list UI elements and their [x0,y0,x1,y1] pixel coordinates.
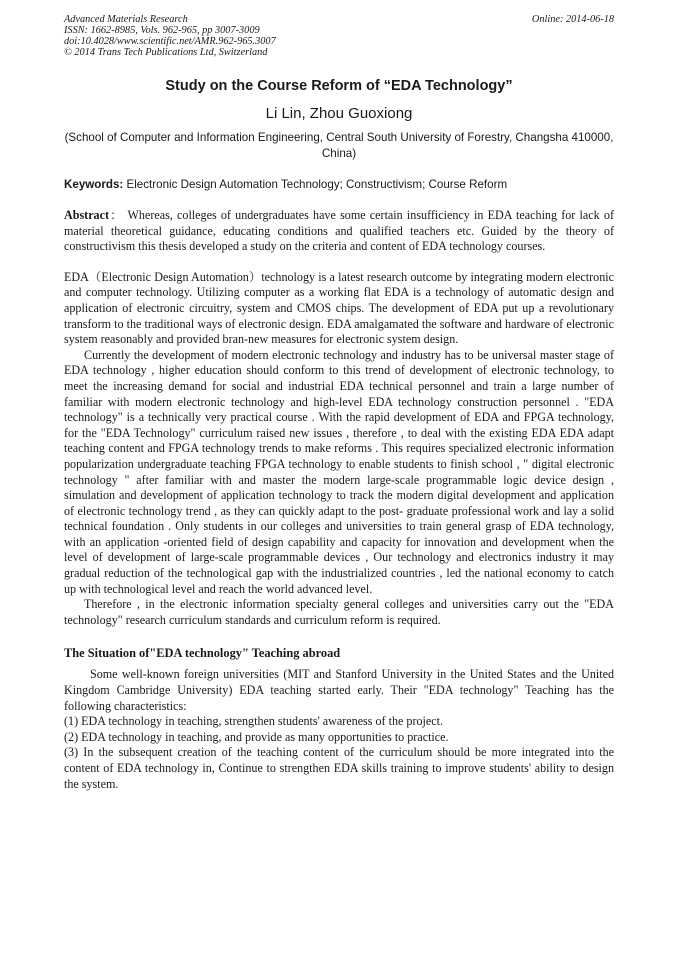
abstract-label: Abstract [64,208,110,222]
body-paragraph-3: Therefore , in the electronic information specialty general colleges and universities carry out the "EDA technology" research curriculum standards and curriculum reform is required. [64,597,614,627]
journal-copyright: © 2014 Trans Tech Publications Ltd, Switzerland [64,47,268,58]
keywords-line [64,177,614,193]
paper-title: Study on the Course Reform of “EDA Technology” [165,78,513,94]
list-item: (2) EDA technology in teaching, and provide as many opportunities to practice. [64,729,449,744]
journal-name: Advanced Materials Research [64,14,188,25]
journal-doi: doi:10.4028/www.scientific.net/AMR.962-965.3007 [64,36,276,47]
online-date: Online: 2014-06-18 [531,14,614,25]
keywords-text: Electronic Design Automation Technology; Constructivism; Course Reform [123,178,508,191]
author-affiliation: (School of Computer and Information Engineering, Central South University of Forestry, Changsha 410000, China) [64,131,614,160]
keywords-label: Keywords: [64,178,124,191]
paper-authors: Li Lin, Zhou Guoxiong [265,105,413,122]
journal-issn: ISSN: 1662-8985, Vols. 962-965, pp 3007-3009 [64,25,260,36]
abstract-paragraph [64,208,614,255]
abstract-text: Whereas, colleges of undergraduates have some certain insufficiency in EDA teaching for lack of material theoretical guidance, educating conditions and qualified teachers etc. Guided by the theory of constructivism this thesis developed a study on the criteria and content of EDA technology courses. [64,208,614,254]
paper-page [64,14,614,792]
body-paragraph-1: EDA（Electronic Design Automation）technology is a latest research outcome by integrating modern electronic and computer technology. Utilizing computer as a working flat EDA is a technology of automatic design and application of electronic circuitry, system and CMOS chips. The development of EDA put up a revolutionary transform to the traditional ways of electronic design. EDA amalgamated the software and hardware of electronic system reasonably and provided bran-new measures for electronic system design. [64,269,614,347]
section-heading: The Situation of"EDA technology" Teaching abroad [64,646,341,661]
body-paragraph-2: Currently the development of modern electronic technology and industry has to be universal master stage of EDA technology , higher education should conform to this trend of development of electronic technology, to meet the increasing demand for social and industrial EDA technical personnel and train a large number of familiar with modern electronic technology and high-level EDA technology construction personnel . "EDA technology" is a technically very practical course . With the rapid development of EDA and FPGA technology, for the "EDA Technology" curriculum raised new issues , therefore , to deal with the existing EDA EDA adapt teaching content and FPGA technology trends to make reforms . This requires specialized electronic information popularization undergraduate teaching FPGA technology to enable students to finish school , " digital electronic technology " after familiar with and master the modern large-scale programmable logic device design , simulation and development of application technology to track the modern digital development and application of electronic technology trend , as they can quickly adapt to the post- graduate professional work and lay a solid technical foundation . Only students in our colleges and universities to train general grasp of EDA technology, with an application -oriented field of design capability and capacity for innovation and development when the level of development of large-scale programmable devices , Our technology and electronics industry it may gradual reduction of the technological gap with the industrialized countries , led the national economy to catch up with technological level and reach the world advanced level. [64,347,614,596]
list-item: (1) EDA technology in teaching, strengthen students' awareness of the project. [64,714,443,729]
abstract-separator: ： [109,208,124,222]
list-item: (3) In the subsequent creation of the teaching content of the curriculum should be more integrated into the content of EDA technology in, Continue to strengthen EDA skills training to improve students' ability to design the system. [64,745,614,791]
section-intro-paragraph: Some well-known foreign universities (MIT and Stanford University in the United States and the United Kingdom Cambridge University) EDA teaching started early. Their "EDA technology" Teaching has the following characteristics: [64,667,614,713]
journal-header [64,14,614,58]
